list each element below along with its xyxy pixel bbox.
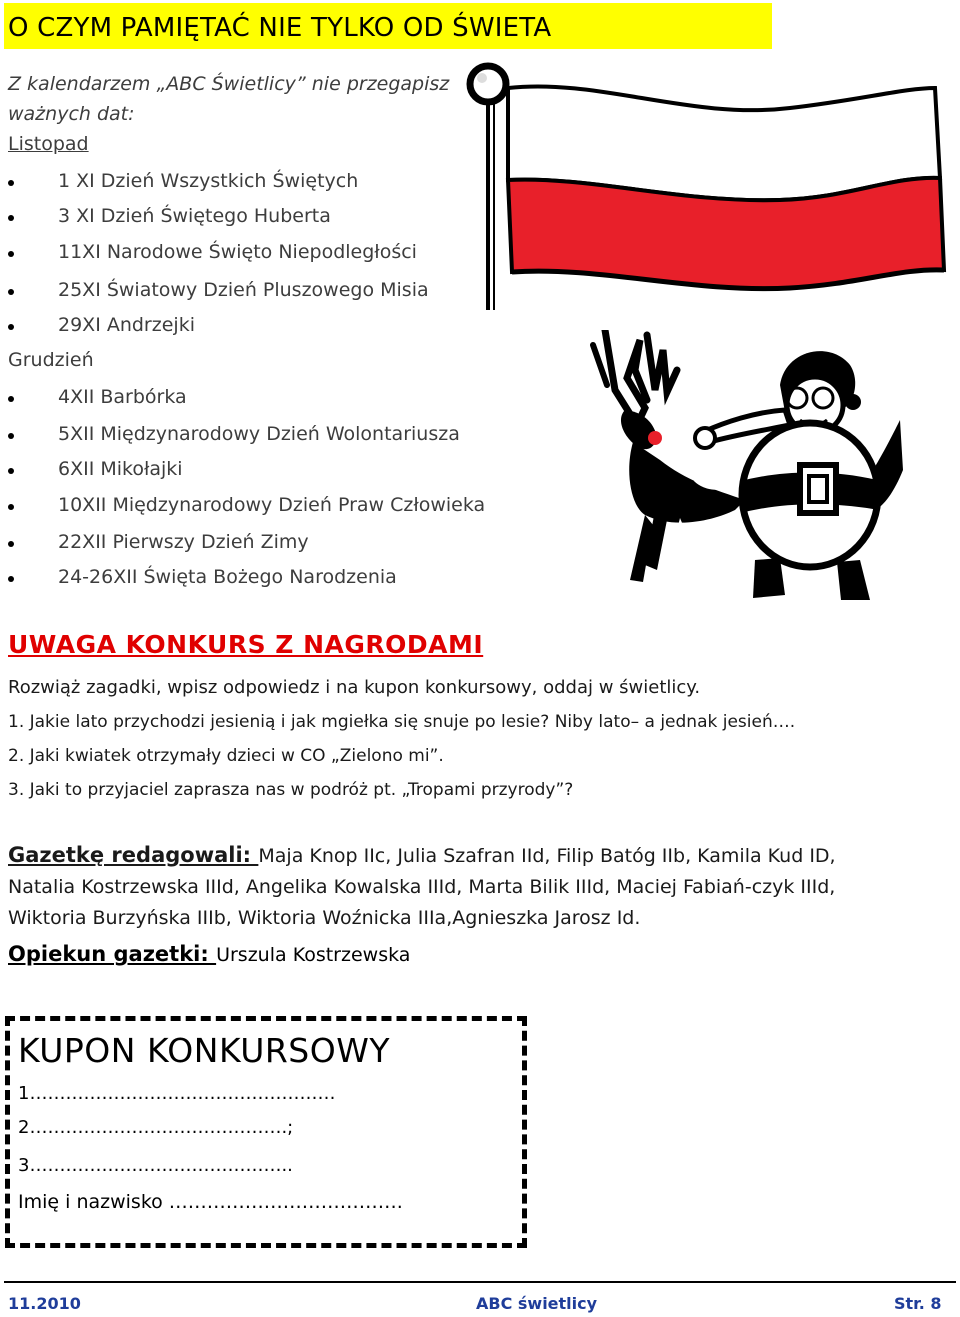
footer-page-number: Str. 8 xyxy=(894,1294,942,1313)
month-listopad: Listopad xyxy=(8,133,89,155)
contest-question: 1. Jakie lato przychodzi jesienią i jak mgiełka się snuje po lesie? Niby lato– a jednak jesień…. xyxy=(8,712,796,732)
credits-label: Gazetkę redagowali: xyxy=(8,843,259,867)
contest-heading: UWAGA KONKURS Z NAGRODAMI xyxy=(8,630,484,659)
bullet-icon xyxy=(8,468,14,474)
contest-instruction: Rozwiąż zagadki, wpisz odpowiedz i na kupon konkursowy, oddaj w świetlicy. xyxy=(8,677,701,698)
bullet-icon xyxy=(8,251,14,257)
bullet-icon xyxy=(8,433,14,439)
footer-divider xyxy=(4,1281,956,1283)
contest-question: 2. Jaki kwiatek otrzymały dzieci w CO „Zielono mi”. xyxy=(8,746,444,766)
coupon-answer-line: 1…………………………………………… xyxy=(18,1083,336,1104)
bullet-icon xyxy=(8,289,14,295)
credits-names: Maja Knop IIc, Julia Szafran IId, Filip Batóg IIb, Kamila Kud ID, Natalia Kostrzewska IIId, Angelika Kowalska IIId, Marta Bilik IIId, Maciej Fabiań-czyk IIId, Wiktoria Burzyńska IIIb, Wiktoria Woźnicka IIIa,Agnieszka Jarosz Id. xyxy=(8,845,836,929)
bullet-icon xyxy=(8,324,14,330)
santa-reindeer-icon xyxy=(585,330,905,610)
bullet-icon xyxy=(8,215,14,221)
bullet-icon xyxy=(8,180,14,186)
coupon-name-line: Imię i nazwisko ………………………………. xyxy=(18,1191,403,1213)
bullet-icon xyxy=(8,576,14,582)
contest-coupon xyxy=(5,1016,527,1248)
supervisor-label: Opiekun gazetki: xyxy=(8,942,217,966)
credits xyxy=(8,840,888,934)
coupon-answer-line: 3…………………………………….. xyxy=(18,1155,293,1176)
polish-flag-icon xyxy=(460,58,950,320)
coupon-answer-line: 2…………………………………….; xyxy=(18,1117,294,1138)
bullet-icon xyxy=(8,541,14,547)
coupon-title: KUPON KONKURSOWY xyxy=(18,1031,390,1070)
contest-question: 3. Jaki to przyjaciel zaprasza nas w podróż pt. „Tropami przyrody”? xyxy=(8,780,574,800)
month-grudzien: Grudzień xyxy=(8,349,94,371)
footer-title: ABC świetlicy xyxy=(476,1294,598,1313)
footer-date: 11.2010 xyxy=(8,1294,81,1313)
bullet-icon xyxy=(8,504,14,510)
supervisor xyxy=(8,942,410,966)
page-title: O CZYM PAMIĘTAĆ NIE TYLKO OD ŚWIETA xyxy=(8,13,552,43)
supervisor-name: Urszula Kostrzewska xyxy=(216,944,411,966)
bullet-icon xyxy=(8,396,14,402)
intro-text: Z kalendarzem „ABC Świetlicy” nie przegapisz ważnych dat: xyxy=(8,73,450,125)
